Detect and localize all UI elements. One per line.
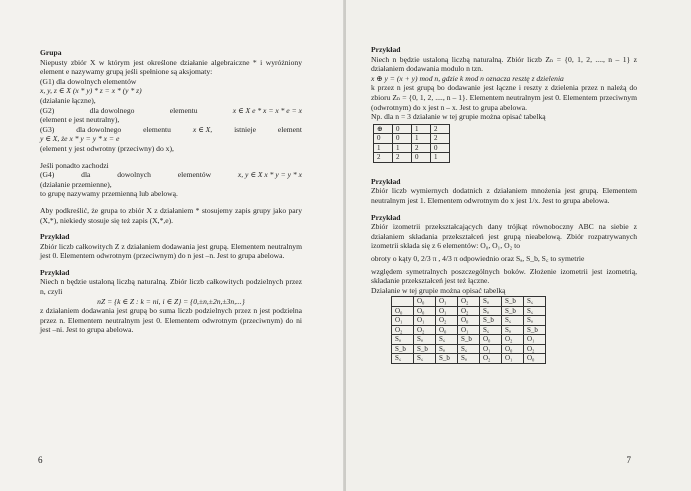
table-cell: O₂ <box>392 325 414 335</box>
table-cell: O₁ <box>436 297 458 307</box>
table-row <box>374 124 450 134</box>
group-definition: Niepusty zbiór X w którym jest określone działanie algebraiczne * i wyróżniony element e nazywamy grupą jeśli spełnione są aksjomaty: <box>40 57 302 77</box>
mod3-addition-table <box>373 124 450 163</box>
example-title: Przykład <box>40 267 70 277</box>
table-cell: O₀ <box>480 335 502 345</box>
table-cell: S_b <box>480 316 502 326</box>
axiom-g1: (G1) dla dowolnych elementów <box>40 76 137 86</box>
table-cell: Sₐ <box>458 354 480 364</box>
table-row <box>392 316 546 326</box>
right-page <box>346 0 691 491</box>
table-cell: S_b <box>392 344 414 354</box>
example-title: Przykład <box>40 232 70 242</box>
table-cell: S_b <box>414 344 436 354</box>
table-cell: O₂ <box>458 297 480 307</box>
table-cell: 0 <box>412 153 431 163</box>
table-cell: Sₐ <box>480 297 502 307</box>
table-cell: O₁ <box>524 335 546 345</box>
table-cell: O₀ <box>414 306 436 316</box>
table-cell: O₁ <box>458 325 480 335</box>
example-rationals-text: Zbiór liczb wymiernych dodatnich z działaniem mnożenia jest grupą. Elementem neutralnym jest 1. Elementem odwrotnym do x jest 1/x. Jest to grupa abelowa. <box>371 186 637 205</box>
table-cell: O₀ <box>414 297 436 307</box>
table-cell: Sₐ <box>502 325 524 335</box>
page-number: 7 <box>626 455 631 465</box>
table-cell: 0 <box>431 143 450 153</box>
pair-notation-text: Aby podkreślić, że grupa to zbiór X z działaniem * stosujemy zapis grupy jako pary (X,*), niekiedy stosuje się też zapis (X,*,e). <box>40 205 302 225</box>
example-nz-text: Niech n będzie ustaloną liczbą naturalną. Zbiór liczb całkowitych podzielnych przez n, czyli <box>40 277 302 297</box>
table-cell: Sₐ <box>436 344 458 354</box>
table-cell: O₀ <box>436 325 458 335</box>
table-cell: O₀ <box>502 344 524 354</box>
table-cell: S꜀ <box>458 344 480 354</box>
example-zn-text: Niech n będzie ustaloną liczbą naturalną. Zbiór liczb Zₙ = {0, 1, 2, ...., n – 1} z działaniem dodawania modulo n tzn. <box>371 54 637 74</box>
table-cell: 2 <box>374 153 393 163</box>
table-cell: 0 <box>393 124 412 134</box>
example-isometries-text: Zbiór izometrii przekształcających dany trójkąt równoboczny ABC na siebie z działaniem składania przekształceń jest grupą nieabelową. Zbiór rozpatrywanych izometrii składa się z 6 elementów: O₀, O₁, O₂ to <box>371 222 637 251</box>
example-isometries-text-2: względem symetralnych poszczególnych boków. Złożenie izometrii jest izometrią, składanie przekształceń jest też łączne. <box>371 266 637 286</box>
table-cell: O₂ <box>524 344 546 354</box>
table-intro: Działanie w tej grupie można opisać tabelką <box>371 285 506 295</box>
axiom-g4-intro: Jeśli ponadto zachodzi <box>40 160 109 170</box>
axiom-g2-note: (element e jest neutralny), <box>40 115 120 125</box>
table-cell: 2 <box>393 153 412 163</box>
example-isometries-formula: obroty o kąty 0, 2/3 π , 4/3 π odpowiednio oraz Sₐ, S_b, S꜀ to symetrie <box>371 253 585 263</box>
table-cell: S_b <box>436 354 458 364</box>
section-title-grupa: Grupa <box>40 48 62 57</box>
table-cell: O₁ <box>414 316 436 326</box>
example-title: Przykład <box>371 176 401 186</box>
table-cell: Sₐ <box>414 335 436 345</box>
table-cell: O₁ <box>436 306 458 316</box>
table-cell: S_b <box>502 306 524 316</box>
table-cell: 1 <box>412 134 431 144</box>
axiom-g2: (G2) dla dowolnego elementu x ∈ X e * x = x * e = x <box>40 105 302 115</box>
table-row <box>392 306 546 316</box>
table-cell: 2 <box>412 143 431 153</box>
isometry-composition-table <box>391 296 546 364</box>
table-cell: S꜀ <box>436 335 458 345</box>
table-cell: S꜀ <box>524 306 546 316</box>
axiom-g4: (G4) dla dowolnych elementów x, y ∈ X x * y = y * x <box>40 170 302 180</box>
example-zn-text-2: k przez n jest grupą bo dodawanie jest łączne i reszty z dzielenia przez n należą do zbioru Zₙ = {0, 1, 2, ...., n – 1}. Elementem neutralnym jest 0. Elementem przeciwnym (odwrotnym) do x jest n – x. Jest to grupa abelowa. <box>371 83 637 112</box>
table-cell: O₁ <box>392 316 414 326</box>
table-cell: S꜀ <box>502 316 524 326</box>
table-cell: 0 <box>393 134 412 144</box>
table-cell: O₀ <box>458 316 480 326</box>
abelian-definition: to grupę nazywamy przemienną lub abelową. <box>40 189 178 199</box>
table-cell: 2 <box>431 134 450 144</box>
table-row <box>374 143 450 153</box>
table-cell: O₀ <box>524 354 546 364</box>
table-row <box>374 153 450 163</box>
table-row <box>392 297 546 307</box>
axiom-g3-formula: y ∈ X, że x * y = y * x = e <box>40 134 120 144</box>
table-cell: 1 <box>393 143 412 153</box>
table-cell: 1 <box>374 143 393 153</box>
table-cell: 2 <box>431 124 450 134</box>
example-nz-text-2: z działaniem dodawania jest grupą bo suma liczb podzielnych przez n jest podzielna przez n. Elementem neutralnym jest 0. Elementem odwrotnym (przeciwnym) do ni jest –ni. Jest to grupa abelowa. <box>40 306 302 335</box>
axiom-g3-note: (element y jest odwrotny (przeciwny) do x), <box>40 143 174 153</box>
table-cell: Sₐ <box>392 335 414 345</box>
table-cell: ⊕ <box>374 124 393 134</box>
page-number: 6 <box>38 455 43 465</box>
table-cell: 0 <box>374 134 393 144</box>
table-cell: O₂ <box>414 325 436 335</box>
table-row <box>392 335 546 345</box>
table-cell <box>392 297 414 307</box>
table-cell: 1 <box>412 124 431 134</box>
table-cell: S_b <box>524 325 546 335</box>
example-title: Przykład <box>371 45 401 54</box>
table-cell: O₂ <box>458 306 480 316</box>
axiom-g4-note: (działanie przemienne), <box>40 179 112 189</box>
table-cell: S꜀ <box>392 354 414 364</box>
table-intro: Np. dla n = 3 działanie w tej grupie można opisać tabelką <box>371 112 546 122</box>
table-cell: O₁ <box>480 344 502 354</box>
table-cell: O₂ <box>502 335 524 345</box>
table-cell: S꜀ <box>414 354 436 364</box>
table-cell: S꜀ <box>524 297 546 307</box>
example-integers-text: Zbiór liczb całkowitych Z z działaniem dodawania jest grupą. Elementem neutralnym jest 0. Elementem odwrotnym (przeciwnym) do n jest –n. Jest to grupa abelowa. <box>40 241 302 261</box>
left-page <box>0 0 345 491</box>
table-cell: O₀ <box>392 306 414 316</box>
table-cell: Sₐ <box>480 306 502 316</box>
table-cell: S꜀ <box>480 325 502 335</box>
table-cell: 1 <box>431 153 450 163</box>
table-cell: O₂ <box>480 354 502 364</box>
axiom-g1-note: (działanie łączne), <box>40 95 96 105</box>
right-text-column <box>371 45 637 364</box>
example-zn-formula: x ⊕ y = (x + y) mod n, gdzie k mod n oznacza resztę z dzielenia <box>371 73 564 83</box>
table-cell: Sₐ <box>524 316 546 326</box>
example-nz-formula: nZ = {k ∈ Z : k = ni, i ∈ Z} = {0,±n,±2n,±3n,...} <box>97 296 245 306</box>
table-row <box>392 344 546 354</box>
left-text-column <box>40 48 302 335</box>
table-cell: S_b <box>502 297 524 307</box>
table-row <box>374 134 450 144</box>
axiom-g1-formula: x, y, z ∈ X (x * y) * z = x * (y * z) <box>40 86 142 96</box>
table-row <box>392 325 546 335</box>
axiom-g3: (G3) dla dowolnego elementu x ∈ X, istnieje element <box>40 124 302 134</box>
table-row <box>392 354 546 364</box>
table-cell: O₂ <box>436 316 458 326</box>
table-cell: S_b <box>458 335 480 345</box>
example-title: Przykład <box>371 212 401 222</box>
table-cell: O₁ <box>502 354 524 364</box>
